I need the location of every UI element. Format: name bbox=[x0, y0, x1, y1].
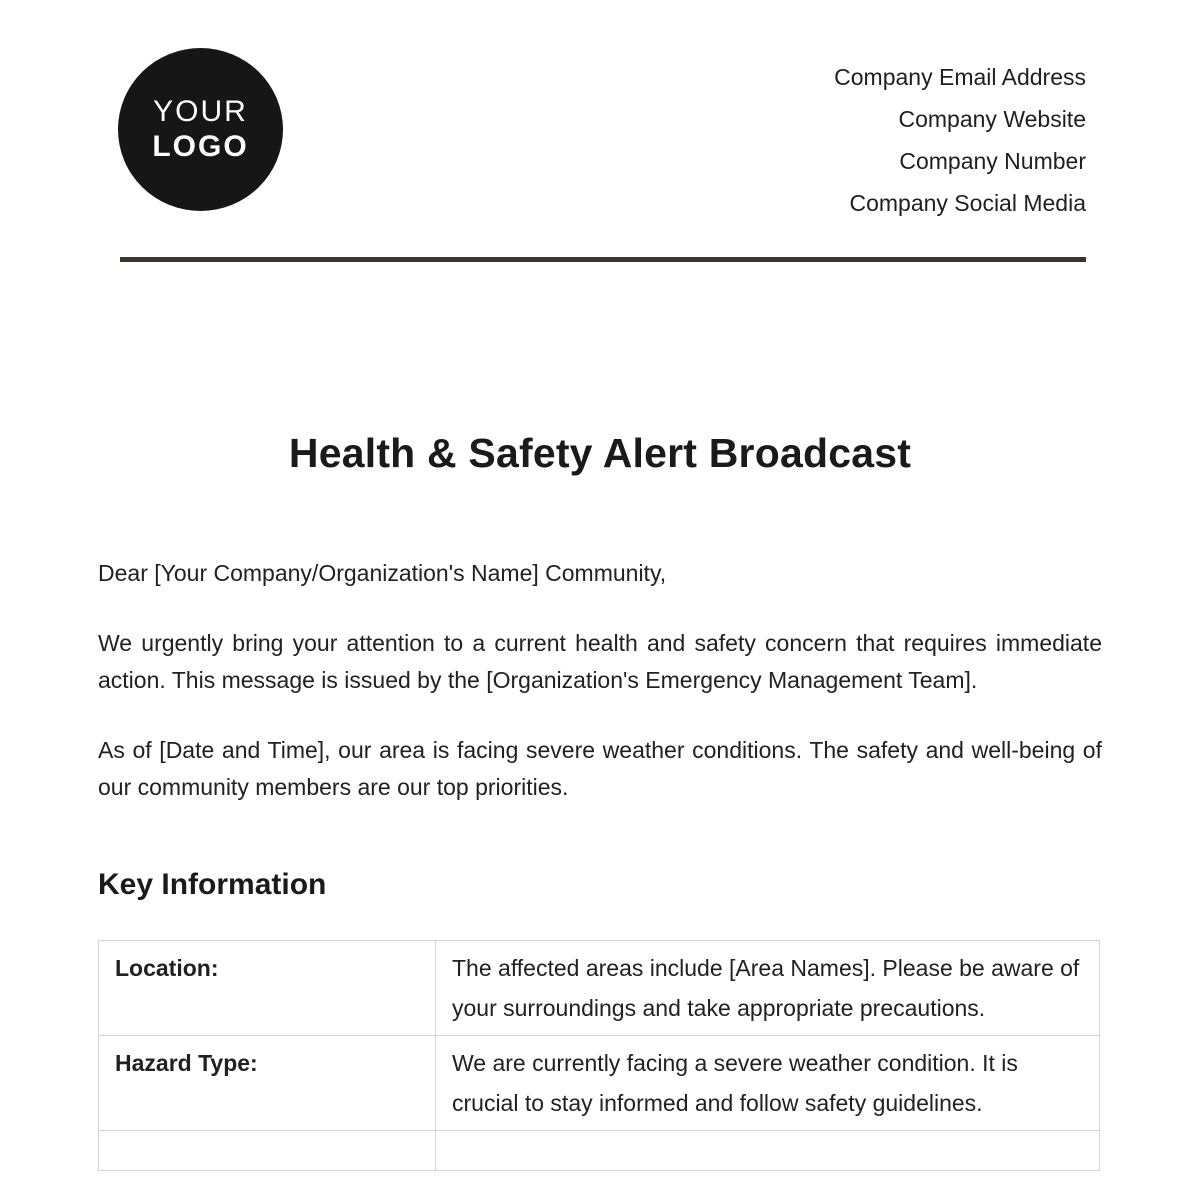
contact-info bbox=[834, 56, 1086, 224]
paragraph-weather-conditions: As of [Date and Time], our area is facing severe weather conditions. The safety and well-being of our community members are our top priorities. bbox=[98, 737, 1102, 800]
header-divider bbox=[120, 257, 1086, 262]
row-label-location: Location: bbox=[99, 941, 436, 1036]
document-title: Health & Safety Alert Broadcast bbox=[288, 430, 912, 476]
table-row-partial bbox=[99, 1131, 1100, 1171]
key-information-table bbox=[98, 940, 1100, 1171]
contact-line-number: Company Number bbox=[899, 148, 1086, 174]
contact-line-social-media: Company Social Media bbox=[849, 190, 1086, 216]
row-value-partial bbox=[436, 1131, 1100, 1171]
salutation: Dear [Your Company/Organization's Name] Community, bbox=[98, 560, 667, 586]
row-label-partial bbox=[99, 1131, 436, 1171]
table-row-hazard-type bbox=[99, 1036, 1100, 1131]
letterhead bbox=[0, 0, 1200, 224]
section-heading-key-information: Key Information bbox=[98, 868, 327, 901]
paragraph-urgent-notice: We urgently bring your attention to a current health and safety concern that requires immediate action. This message is issued by the [Organization's Emergency Management Team]. bbox=[98, 630, 1102, 693]
company-logo bbox=[118, 48, 283, 211]
document-content bbox=[0, 555, 1200, 1171]
logo-text-logo: LOGO bbox=[152, 129, 249, 163]
contact-line-website: Company Website bbox=[898, 106, 1086, 132]
contact-line-email: Company Email Address bbox=[834, 64, 1086, 90]
logo-text-your: YOUR bbox=[153, 95, 248, 128]
row-label-hazard-type: Hazard Type: bbox=[99, 1036, 436, 1131]
row-value-hazard-type: We are currently facing a severe weather condition. It is crucial to stay informed and follow safety guidelines. bbox=[436, 1036, 1100, 1131]
table-row-location bbox=[99, 941, 1100, 1036]
row-value-location: The affected areas include [Area Names]. Please be aware of your surroundings and take appropriate precautions. bbox=[436, 941, 1100, 1036]
